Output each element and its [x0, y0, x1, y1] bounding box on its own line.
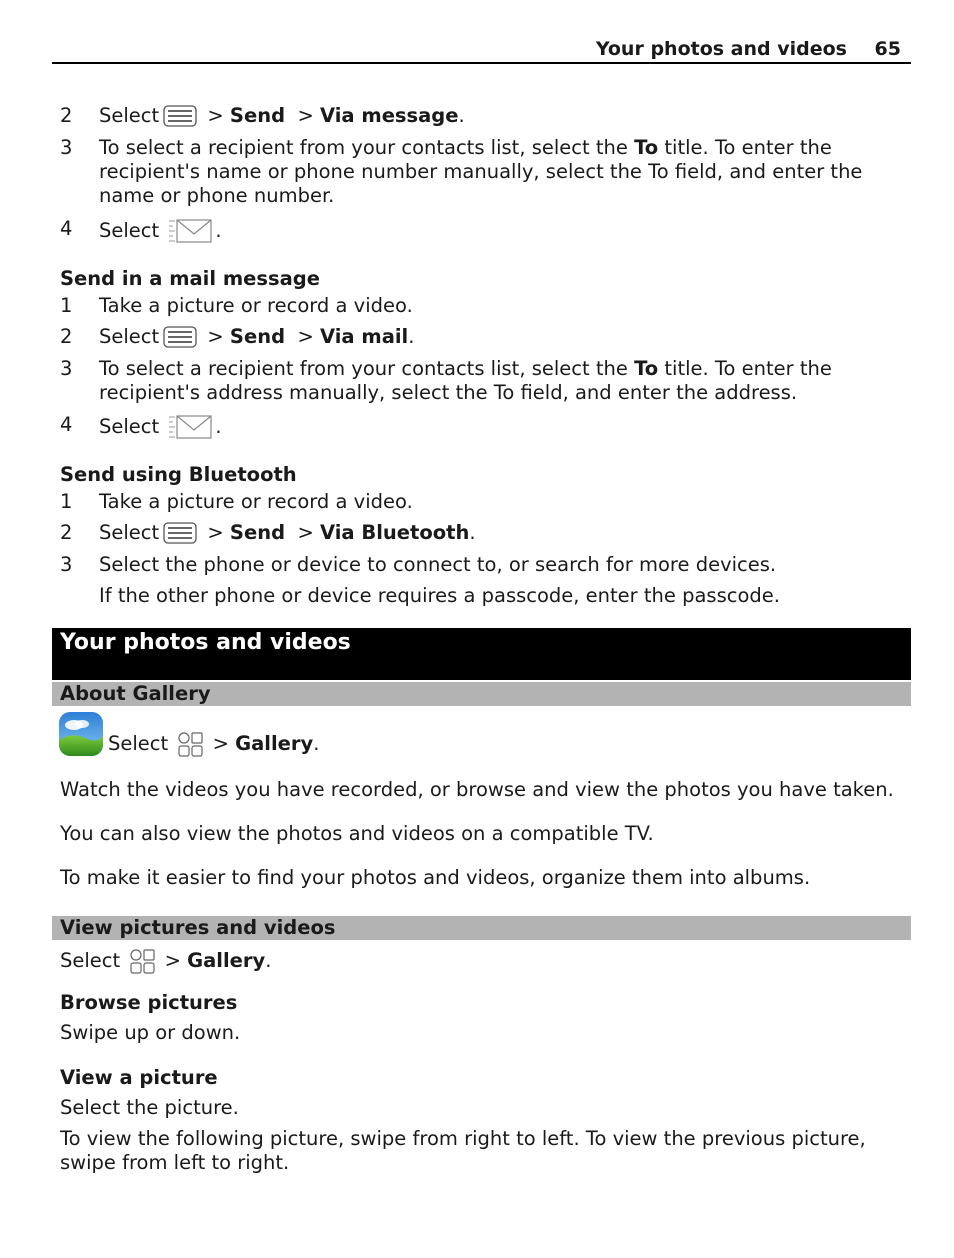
section-title: View pictures and videos [60, 916, 336, 939]
step-number: 2 [60, 104, 73, 127]
menu-via-bluetooth: Via Bluetooth [320, 521, 470, 544]
menu-via-mail: Via mail [320, 325, 409, 348]
view-text-2: To view the following picture, swipe from right to left. To view the previous picture, swipe from left to right. [60, 1127, 866, 1174]
passcode-note: If the other phone or device requires a passcode, enter the passcode. [99, 584, 780, 607]
page-number: 65 [874, 38, 901, 60]
view-select-line: Select > Gallery. [60, 947, 910, 975]
heading-browse-pictures: Browse pictures [60, 991, 238, 1014]
step-number: 2 [60, 521, 73, 544]
app-grid-icon [176, 730, 204, 758]
step-number: 1 [60, 490, 73, 513]
heading-view-picture: View a picture [60, 1066, 218, 1089]
menu-gallery: Gallery [187, 949, 266, 972]
menu-gallery: Gallery [235, 732, 314, 755]
mail-send-icon [167, 217, 213, 245]
about-paragraph-1: Watch the videos you have recorded, or browse and view the photos you have taken. [60, 778, 894, 801]
step-text: Select [99, 104, 160, 127]
chapter-heading [52, 628, 911, 680]
step-number: 4 [60, 217, 73, 240]
mail-send-icon [167, 413, 213, 441]
step-number: 3 [60, 357, 73, 380]
menu-icon [163, 325, 197, 349]
gallery-app-icon [59, 712, 103, 756]
header-title: Your photos and videos [595, 38, 847, 60]
step-number: 4 [60, 413, 73, 436]
heading-send-mail: Send in a mail message [60, 267, 320, 290]
menu-icon [163, 521, 197, 545]
menu-send: Send [229, 521, 286, 544]
view-text-1: Select the picture. [60, 1096, 239, 1119]
section-band-view-pictures [52, 916, 911, 940]
app-grid-icon [128, 947, 156, 975]
menu-send: Send [229, 325, 286, 348]
section-title: About Gallery [60, 682, 211, 705]
gallery-select-line: Select > Gallery. [108, 730, 908, 758]
browse-text: Swipe up or down. [60, 1021, 241, 1044]
step-number: 1 [60, 294, 73, 317]
section-band-about-gallery [52, 682, 911, 706]
heading-send-bluetooth: Send using Bluetooth [60, 463, 297, 486]
chapter-title: Your photos and videos [60, 630, 351, 655]
about-paragraph-3: To make it easier to find your photos and videos, organize them into albums. [60, 866, 811, 889]
menu-via-message: Via message [320, 104, 459, 127]
page-header [52, 36, 911, 64]
about-paragraph-2: You can also view the photos and videos on a compatible TV. [60, 822, 654, 845]
menu-send: Send [229, 104, 286, 127]
menu-icon [163, 104, 197, 128]
step-number: 3 [60, 136, 73, 159]
step-number: 2 [60, 325, 73, 348]
step-number: 3 [60, 553, 73, 576]
